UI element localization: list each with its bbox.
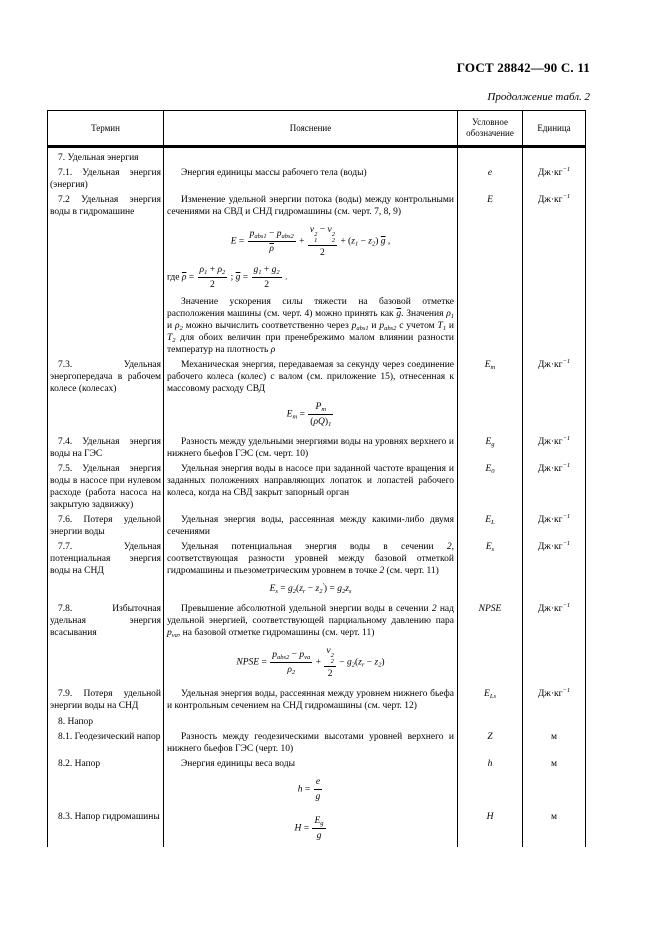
unit-text: $Дж\cdot кг^{-1}$ <box>537 602 571 614</box>
term-text: 7.7. Удельная потенциальная энергия воды на СНД <box>50 542 161 576</box>
section-title: 7. Удельная энергия <box>58 153 139 163</box>
explanation-cell <box>164 712 458 728</box>
header-unit: Единица <box>523 111 586 147</box>
table-row <box>48 191 586 356</box>
symbol-cell <box>458 191 523 356</box>
table-row <box>48 808 586 847</box>
unit-cell <box>523 147 586 165</box>
table-row <box>48 164 586 191</box>
table-row <box>48 147 586 165</box>
term-cell <box>48 600 164 685</box>
term-text: 7.5. Удельная энергия воды в насосе при нулевом расходе (работа насоса на закрытую задвижку) <box>50 464 161 510</box>
explanation-paragraph: Удельная энергия воды, рассеянная между какими-либо двумя сечениями <box>167 515 454 537</box>
term-cell <box>48 755 164 808</box>
unit-cell <box>523 511 586 538</box>
explanation-cell <box>164 356 458 433</box>
term-text: 7.4. Удельная энергия воды на ГЭС <box>50 437 161 459</box>
term-cell <box>48 712 164 728</box>
symbol-text: $E_g$ <box>485 437 495 448</box>
unit-cell <box>523 712 586 728</box>
symbol-text: $E_s$ <box>485 542 495 553</box>
unit-text: $Дж\cdot кг^{-1}$ <box>537 166 571 178</box>
symbol-cell <box>458 600 523 685</box>
explanation-cell <box>164 511 458 538</box>
symbol-cell <box>458 164 523 191</box>
table-row <box>48 538 586 600</box>
explanation-paragraph: Энергия единицы веса воды <box>181 759 295 769</box>
unit-cell <box>523 191 586 356</box>
formula: h = $\frac{e}{g}$ <box>297 777 321 802</box>
explanation-paragraph: Удельная энергия воды в насосе при заданной частоте вращения и заданных положениях направляющих лопаток и лопастей рабочего колеса, когда на СВД закрыт запорный орган <box>167 464 454 498</box>
symbol-text: H <box>486 812 494 822</box>
unit-cell <box>523 538 586 600</box>
table-header-row <box>48 111 586 147</box>
term-text: 7.8. Избыточная удельная энергия всасывания <box>50 604 161 638</box>
explanation-cell <box>164 147 458 165</box>
term-cell <box>48 356 164 433</box>
explanation-cell <box>164 600 458 685</box>
term-text: 7.9. Потеря удельной энергии воды на СНД <box>50 689 161 711</box>
explanation-cell <box>164 433 458 460</box>
term-text: 8.1. Геодезический напор <box>58 732 161 742</box>
table-row <box>48 433 586 460</box>
term-cell <box>48 685 164 712</box>
unit-text: м <box>550 812 557 822</box>
unit-cell <box>523 808 586 847</box>
explanation-cell <box>164 538 458 600</box>
term-cell <box>48 808 164 847</box>
formula: NPSE = $\frac{p_{abs2} - p_{va}}{\rho_2}$ + v 2 2 2 − $g_2(z_r - z_2)$ <box>236 646 385 679</box>
unit-text: $Дж\cdot кг^{-1}$ <box>537 193 571 205</box>
formula-where-clause: где $\overline{\rho}$ = $\frac{\rho_1 + \rho_2}{2}$ ; $\overline{g}$ = $\frac{g_1 + g_2}{2}$ . <box>167 265 288 290</box>
unit-cell <box>523 728 586 755</box>
unit-text: $Дж\cdot кг^{-1}$ <box>537 358 571 370</box>
term-cell <box>48 147 164 165</box>
symbol-cell <box>458 356 523 433</box>
symbol-cell <box>458 433 523 460</box>
table-row <box>48 460 586 511</box>
header-explanation: Пояснение <box>164 111 458 147</box>
explanation-cell <box>164 164 458 191</box>
term-cell <box>48 538 164 600</box>
section-title: 8. Напор <box>58 717 94 727</box>
explanation-cell <box>164 191 458 356</box>
symbol-text: NPSE <box>478 604 502 614</box>
term-text: 7.2 Удельная энергия воды в гидромашине <box>50 195 161 217</box>
explanation-paragraph: Значение ускорения силы тяжести на базовой отметке расположения машины (см. черт. 4) можно принять как $\overline{g}$. Значения $\rho_1$ и $\rho_2$ можно вычислить соответственно через $p_{abs1}$ и $p_{abs2}$ с учетом $T_1$ и $T_2$ для обоих величин при пренебрежимо малом влиянии разности температур на плотность ρ <box>167 297 454 355</box>
unit-cell <box>523 460 586 511</box>
table-row <box>48 712 586 728</box>
explanation-cell <box>164 808 458 847</box>
symbol-text: Z <box>487 732 493 742</box>
explanation-paragraph: Разность между удельными энергиями воды на уровнях верхнего и нижнего бьефов ГЭС (см. черт. 10) <box>167 437 454 459</box>
term-cell <box>48 728 164 755</box>
table-row <box>48 600 586 685</box>
term-cell <box>48 164 164 191</box>
explanation-paragraph: Разность между геодезическими высотами уровней верхнего и нижнего бьефов ГЭС (черт. 10) <box>167 732 454 754</box>
unit-cell <box>523 685 586 712</box>
symbol-text: $E_L$ <box>485 515 495 526</box>
term-cell <box>48 191 164 356</box>
symbol-cell <box>458 712 523 728</box>
unit-text: $Дж\cdot кг^{-1}$ <box>537 462 571 474</box>
table-row <box>48 685 586 712</box>
formula: $E_m$ = $\frac{P_m}{(\rho Q)_1}$ <box>286 402 332 428</box>
symbol-text: h <box>487 759 493 769</box>
unit-text: $Дж\cdot кг^{-1}$ <box>537 540 571 552</box>
unit-text: м <box>550 759 557 769</box>
header-symbol: Условное обозначение <box>458 111 523 147</box>
formula: H = $\frac{E_g}{g}$ <box>294 816 324 841</box>
explanation-paragraph: Превышение абсолютной удельной энергии воды в сечении 2 над удельной энергией, соответствующей парциальному давлению пара $p_{va}$, на базовой отметке гидромашины (см. черт. 11) <box>167 604 454 639</box>
symbol-text: E <box>487 195 493 205</box>
symbol-text: $E_{Ls}$ <box>484 689 496 700</box>
symbol-cell <box>458 808 523 847</box>
unit-text: м <box>550 732 557 742</box>
formula: E = $\frac{p_{abs1} - p_{abs2}}{\rho}$ + v 2 1 − v 2 2 2 + $(z_1 - z_2)$ $\overline{g}$ , <box>230 225 391 258</box>
unit-cell <box>523 600 586 685</box>
explanation-cell <box>164 460 458 511</box>
header-term: Термин <box>48 111 164 147</box>
unit-cell <box>523 755 586 808</box>
explanation-paragraph: Удельная потенциальная энергия воды в сечении 2, соответствующая разности уровней между базовой отметкой гидромашины и пьезометрическим уровнем в точке 2 (см. черт. 11) <box>167 542 454 576</box>
term-text: 7.1. Удельная энергия (энергия) <box>50 168 161 190</box>
explanation-cell <box>164 685 458 712</box>
term-text: 7.3. Удельная энергопередача в рабочем колесе (колесах) <box>50 360 161 394</box>
explanation-paragraph: Удельная энергия воды, рассеянная между уровнем нижнего бьефа и контрольным сечением на СНД гидромашины (см. черт. 12) <box>167 689 454 711</box>
unit-cell <box>523 356 586 433</box>
symbol-text: e <box>487 168 493 178</box>
formula: $E_s = g_2(z_r - z_2') = g_2z_s$ <box>269 582 352 595</box>
unit-text: $Дж\cdot кг^{-1}$ <box>537 513 571 525</box>
table-row <box>48 755 586 808</box>
table-continuation-note: Продолжение табл. 2 <box>487 91 590 103</box>
page-title: ГОСТ 28842—90 С. 11 <box>456 60 590 75</box>
unit-text: $Дж\cdot кг^{-1}$ <box>537 687 571 699</box>
term-text: 8.2. Напор <box>58 759 101 769</box>
terms-table <box>47 110 586 847</box>
symbol-text: $E_m$ <box>484 360 496 371</box>
term-cell <box>48 433 164 460</box>
unit-cell <box>523 164 586 191</box>
explanation-paragraph: Энергия единицы массы рабочего тела (воды) <box>181 168 367 178</box>
symbol-cell <box>458 538 523 600</box>
symbol-cell <box>458 460 523 511</box>
explanation-cell <box>164 728 458 755</box>
term-cell <box>48 511 164 538</box>
unit-text: $Дж\cdot кг^{-1}$ <box>537 435 571 447</box>
table-body <box>48 147 586 848</box>
table-row <box>48 728 586 755</box>
table-row <box>48 356 586 433</box>
term-cell <box>48 460 164 511</box>
term-text: 7.6. Потеря удельной энергии воды <box>50 515 161 537</box>
symbol-cell <box>458 147 523 165</box>
symbol-cell <box>458 685 523 712</box>
symbol-cell <box>458 728 523 755</box>
explanation-paragraph: Механическая энергия, передаваемая за секунду через соединение рабочего колеса (колес) с валом (см. приложение 15), отнесенная к массовому расходу СВД <box>167 360 454 394</box>
explanation-paragraph: Изменение удельной энергии потока (воды) между контрольными сечениями на СВД и СНД гидромашины (см. черт. 7, 8, 9) <box>167 195 454 217</box>
symbol-cell <box>458 511 523 538</box>
table-row <box>48 511 586 538</box>
term-text: 8.3. Напор гидромашины <box>58 812 160 822</box>
unit-cell <box>523 433 586 460</box>
symbol-text: $E_0$ <box>485 464 495 475</box>
symbol-cell <box>458 755 523 808</box>
explanation-cell <box>164 755 458 808</box>
